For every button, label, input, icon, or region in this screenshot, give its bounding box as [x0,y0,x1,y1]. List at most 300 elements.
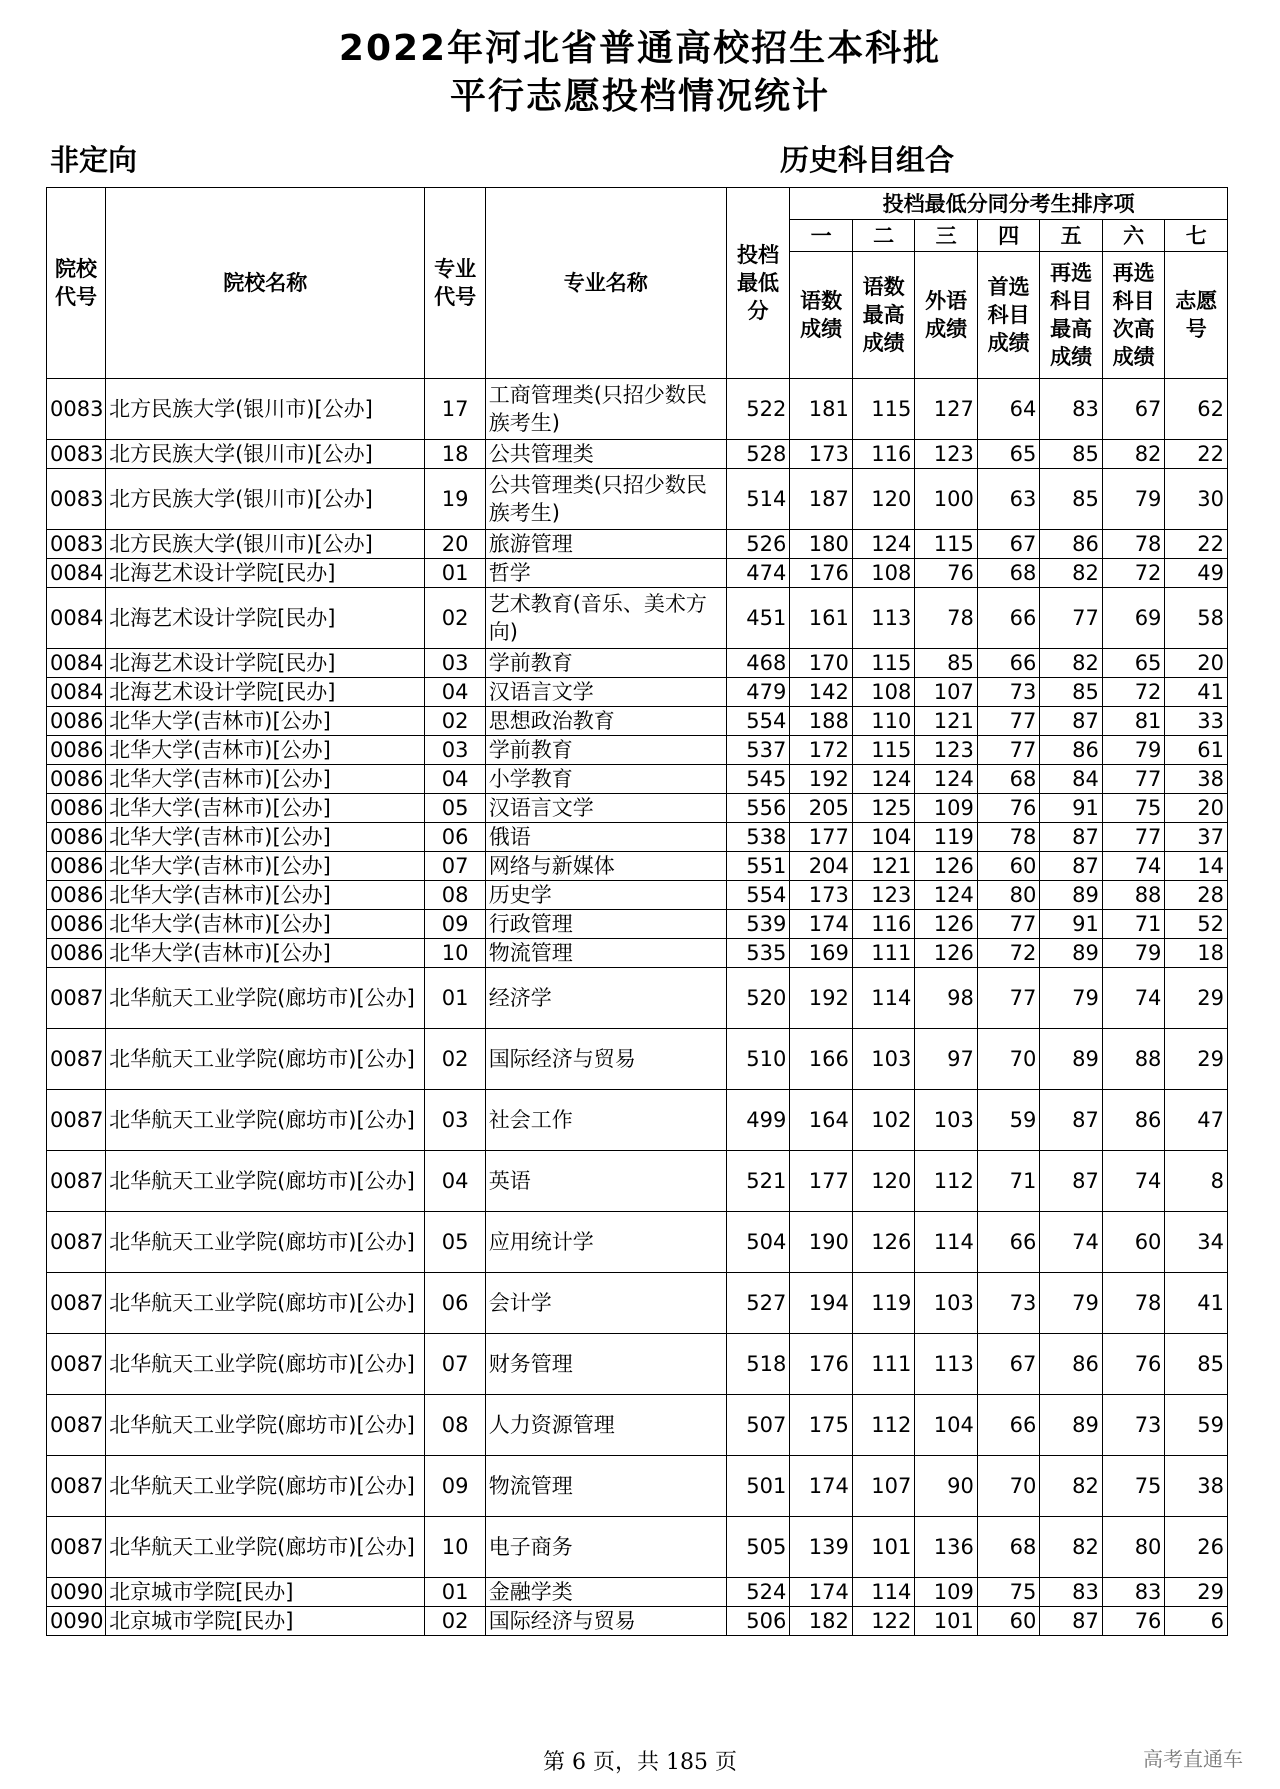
cell-min-score: 554 [726,881,790,910]
header-school-code: 院校代号 [47,188,106,379]
cell-item-1: 188 [790,707,853,736]
table-row [47,736,1228,765]
table-row [47,588,1228,649]
table-row [47,469,1228,530]
table-row [47,379,1228,440]
cell-item-6: 78 [1102,1273,1165,1334]
cell-major-name: 公共管理类(只招少数民族考生) [485,469,726,530]
header-order-3: 三 [915,220,978,252]
table-row [47,1029,1228,1090]
cell-item-3: 119 [915,823,978,852]
cell-item-2: 101 [852,1517,915,1578]
cell-item-1: 170 [790,649,853,678]
cell-major-code: 18 [425,440,485,469]
cell-item-6: 88 [1102,1029,1165,1090]
header-order-7: 七 [1165,220,1228,252]
cell-item-3: 97 [915,1029,978,1090]
cell-item-1: 174 [790,1456,853,1517]
cell-item-2: 123 [852,881,915,910]
cell-item-7: 34 [1165,1212,1228,1273]
cell-item-5: 86 [1040,1334,1103,1395]
page-title-line1: 2022年河北省普通高校招生本科批 [338,28,942,69]
cell-item-6: 73 [1102,1395,1165,1456]
cell-item-3: 104 [915,1395,978,1456]
cell-item-7: 58 [1165,588,1228,649]
cell-item-7: 33 [1165,707,1228,736]
table-row [47,881,1228,910]
cell-major-name: 物流管理 [485,1456,726,1517]
cell-major-name: 国际经济与贸易 [485,1029,726,1090]
cell-school-name: 北方民族大学(银川市)[公办] [106,530,425,559]
cell-school-name: 北方民族大学(银川市)[公办] [106,440,425,469]
table-row [47,823,1228,852]
cell-item-4: 78 [977,823,1040,852]
cell-item-7: 14 [1165,852,1228,881]
cell-item-2: 111 [852,1334,915,1395]
table-row [47,678,1228,707]
cell-item-1: 177 [790,823,853,852]
cell-item-2: 108 [852,559,915,588]
cell-major-code: 05 [425,794,485,823]
cell-school-code: 0084 [47,559,106,588]
cell-school-code: 0084 [47,588,106,649]
cell-item-3: 100 [915,469,978,530]
cell-item-2: 111 [852,939,915,968]
cell-school-name: 北华航天工业学院(廊坊市)[公办] [106,1273,425,1334]
cell-item-7: 29 [1165,1029,1228,1090]
cell-school-code: 0083 [47,379,106,440]
cell-min-score: 505 [726,1517,790,1578]
cell-item-5: 87 [1040,1090,1103,1151]
cell-item-6: 88 [1102,881,1165,910]
cell-item-4: 70 [977,1456,1040,1517]
cell-school-code: 0087 [47,1456,106,1517]
cell-school-code: 0083 [47,530,106,559]
cell-item-6: 83 [1102,1578,1165,1607]
cell-school-code: 0087 [47,1151,106,1212]
cell-item-3: 126 [915,852,978,881]
cell-school-code: 0086 [47,910,106,939]
table-row [47,968,1228,1029]
cell-item-5: 86 [1040,530,1103,559]
cell-item-2: 113 [852,588,915,649]
cell-school-name: 北华航天工业学院(廊坊市)[公办] [106,1090,425,1151]
cell-item-4: 63 [977,469,1040,530]
cell-major-code: 09 [425,1456,485,1517]
cell-item-6: 71 [1102,910,1165,939]
cell-item-1: 174 [790,1578,853,1607]
cell-major-name: 汉语言文学 [485,678,726,707]
table-row [47,1456,1228,1517]
cell-school-name: 北华航天工业学院(廊坊市)[公办] [106,1212,425,1273]
cell-item-5: 85 [1040,678,1103,707]
watermark: 高考直通车 [1143,1747,1243,1771]
cell-major-name: 思想政治教育 [485,707,726,736]
cell-major-name: 旅游管理 [485,530,726,559]
cell-item-3: 90 [915,1456,978,1517]
cell-school-name: 北华航天工业学院(廊坊市)[公办] [106,1517,425,1578]
cell-item-1: 187 [790,469,853,530]
cell-item-5: 79 [1040,968,1103,1029]
cell-major-name: 人力资源管理 [485,1395,726,1456]
cell-item-5: 91 [1040,910,1103,939]
cell-major-name: 社会工作 [485,1090,726,1151]
cell-school-name: 北华大学(吉林市)[公办] [106,823,425,852]
cell-major-code: 04 [425,678,485,707]
cell-item-7: 85 [1165,1334,1228,1395]
cell-item-7: 26 [1165,1517,1228,1578]
cell-school-code: 0087 [47,1212,106,1273]
cell-item-3: 85 [915,649,978,678]
cell-item-2: 102 [852,1090,915,1151]
cell-item-4: 73 [977,1273,1040,1334]
cell-major-code: 20 [425,530,485,559]
cell-item-7: 6 [1165,1607,1228,1636]
cell-item-2: 104 [852,823,915,852]
cell-item-1: 204 [790,852,853,881]
cell-item-5: 77 [1040,588,1103,649]
cell-major-name: 国际经济与贸易 [485,1607,726,1636]
cell-item-2: 124 [852,765,915,794]
cell-school-name: 北华航天工业学院(廊坊市)[公办] [106,968,425,1029]
cell-item-2: 108 [852,678,915,707]
cell-item-5: 87 [1040,707,1103,736]
cell-item-7: 62 [1165,379,1228,440]
table-row [47,440,1228,469]
cell-item-7: 61 [1165,736,1228,765]
cell-item-6: 79 [1102,736,1165,765]
cell-item-4: 66 [977,1212,1040,1273]
cell-school-name: 北华大学(吉林市)[公办] [106,910,425,939]
cell-item-3: 123 [915,440,978,469]
cell-item-2: 119 [852,1273,915,1334]
cell-major-code: 09 [425,910,485,939]
header-min-score: 投档最低分 [726,188,790,379]
cell-min-score: 545 [726,765,790,794]
table-row [47,852,1228,881]
cell-item-6: 72 [1102,678,1165,707]
table-row [47,1578,1228,1607]
cell-item-7: 20 [1165,794,1228,823]
cell-item-4: 77 [977,968,1040,1029]
cell-item-2: 110 [852,707,915,736]
cell-major-code: 04 [425,1151,485,1212]
cell-item-2: 121 [852,852,915,881]
cell-item-6: 78 [1102,530,1165,559]
cell-major-code: 03 [425,649,485,678]
cell-item-2: 114 [852,968,915,1029]
cell-item-3: 98 [915,968,978,1029]
cell-item-5: 82 [1040,559,1103,588]
cell-item-5: 91 [1040,794,1103,823]
cell-major-code: 01 [425,968,485,1029]
cell-min-score: 504 [726,1212,790,1273]
table-row [47,1151,1228,1212]
cell-item-4: 80 [977,881,1040,910]
cell-item-2: 115 [852,736,915,765]
cell-min-score: 527 [726,1273,790,1334]
table-row [47,530,1228,559]
cell-item-4: 73 [977,678,1040,707]
cell-item-5: 89 [1040,1029,1103,1090]
cell-item-3: 112 [915,1151,978,1212]
header-item-3: 外语成绩 [915,252,978,379]
cell-min-score: 556 [726,794,790,823]
cell-school-code: 0086 [47,881,106,910]
cell-item-7: 49 [1165,559,1228,588]
cell-item-7: 37 [1165,823,1228,852]
cell-min-score: 554 [726,707,790,736]
cell-min-score: 479 [726,678,790,707]
cell-item-1: 172 [790,736,853,765]
cell-min-score: 474 [726,559,790,588]
cell-item-6: 74 [1102,1151,1165,1212]
cell-school-code: 0086 [47,736,106,765]
cell-item-1: 181 [790,379,853,440]
cell-item-3: 121 [915,707,978,736]
cell-item-4: 77 [977,707,1040,736]
cell-item-5: 85 [1040,469,1103,530]
cell-item-6: 74 [1102,968,1165,1029]
header-item-6: 再选科目次高成绩 [1102,252,1165,379]
cell-item-3: 101 [915,1607,978,1636]
cell-item-7: 29 [1165,968,1228,1029]
cell-item-2: 116 [852,440,915,469]
cell-item-1: 164 [790,1090,853,1151]
cell-min-score: 537 [726,736,790,765]
header-item-5: 再选科目最高成绩 [1040,252,1103,379]
cell-item-2: 112 [852,1395,915,1456]
cell-major-code: 17 [425,379,485,440]
cell-school-name: 北华大学(吉林市)[公办] [106,852,425,881]
cell-school-name: 北华航天工业学院(廊坊市)[公办] [106,1334,425,1395]
table-row [47,1517,1228,1578]
cell-item-6: 75 [1102,794,1165,823]
cell-item-4: 59 [977,1090,1040,1151]
cell-item-7: 8 [1165,1151,1228,1212]
cell-min-score: 510 [726,1029,790,1090]
header-school-name: 院校名称 [106,188,425,379]
cell-item-7: 20 [1165,649,1228,678]
cell-item-1: 194 [790,1273,853,1334]
cell-major-name: 物流管理 [485,939,726,968]
cell-major-code: 10 [425,939,485,968]
cell-school-name: 北华航天工业学院(廊坊市)[公办] [106,1029,425,1090]
cell-item-1: 142 [790,678,853,707]
cell-school-code: 0087 [47,1395,106,1456]
cell-item-4: 60 [977,852,1040,881]
cell-item-6: 77 [1102,765,1165,794]
cell-school-name: 北华大学(吉林市)[公办] [106,736,425,765]
table-row [47,649,1228,678]
cell-major-code: 02 [425,1607,485,1636]
cell-item-3: 115 [915,530,978,559]
cell-major-name: 行政管理 [485,910,726,939]
cell-item-4: 64 [977,379,1040,440]
cell-item-3: 123 [915,736,978,765]
table-row [47,1395,1228,1456]
cell-school-code: 0086 [47,852,106,881]
cell-major-name: 应用统计学 [485,1212,726,1273]
cell-major-name: 学前教育 [485,649,726,678]
cell-school-name: 北华航天工业学院(廊坊市)[公办] [106,1151,425,1212]
cell-item-6: 79 [1102,469,1165,530]
cell-item-4: 66 [977,1395,1040,1456]
cell-item-5: 79 [1040,1273,1103,1334]
cell-item-6: 82 [1102,440,1165,469]
cell-item-7: 38 [1165,765,1228,794]
cell-school-name: 北华航天工业学院(廊坊市)[公办] [106,1395,425,1456]
header-item-4: 首选科目成绩 [977,252,1040,379]
cell-school-name: 北海艺术设计学院[民办] [106,588,425,649]
cell-item-4: 77 [977,736,1040,765]
cell-item-7: 22 [1165,530,1228,559]
cell-item-6: 80 [1102,1517,1165,1578]
table-row [47,1607,1228,1636]
cell-item-1: 161 [790,588,853,649]
cell-school-name: 北海艺术设计学院[民办] [106,678,425,707]
header-order-5: 五 [1040,220,1103,252]
cell-item-1: 182 [790,1607,853,1636]
cell-item-1: 173 [790,881,853,910]
cell-school-code: 0087 [47,1029,106,1090]
cell-item-6: 76 [1102,1607,1165,1636]
cell-item-4: 68 [977,559,1040,588]
cell-item-7: 30 [1165,469,1228,530]
cell-school-name: 北华大学(吉林市)[公办] [106,765,425,794]
cell-school-code: 0087 [47,968,106,1029]
cell-item-1: 176 [790,559,853,588]
cell-min-score: 535 [726,939,790,968]
cell-school-code: 0084 [47,649,106,678]
cell-item-7: 47 [1165,1090,1228,1151]
cell-major-code: 05 [425,1212,485,1273]
cell-school-code: 0090 [47,1607,106,1636]
cell-item-2: 124 [852,530,915,559]
cell-item-3: 136 [915,1517,978,1578]
header-major-name: 专业名称 [485,188,726,379]
table-row [47,794,1228,823]
cell-school-name: 北京城市学院[民办] [106,1607,425,1636]
cell-item-7: 22 [1165,440,1228,469]
cell-item-4: 68 [977,765,1040,794]
cell-school-code: 0086 [47,765,106,794]
cell-item-5: 82 [1040,649,1103,678]
cell-item-1: 139 [790,1517,853,1578]
header-tiebreak-group: 投档最低分同分考生排序项 [790,188,1228,220]
cell-school-name: 北华大学(吉林市)[公办] [106,881,425,910]
cell-major-code: 07 [425,852,485,881]
cell-item-1: 176 [790,1334,853,1395]
cell-item-6: 72 [1102,559,1165,588]
cell-min-score: 522 [726,379,790,440]
cell-min-score: 514 [726,469,790,530]
cell-min-score: 524 [726,1578,790,1607]
cell-major-code: 06 [425,823,485,852]
cell-item-1: 173 [790,440,853,469]
cell-item-2: 115 [852,649,915,678]
cell-school-name: 北华大学(吉林市)[公办] [106,939,425,968]
cell-item-4: 76 [977,794,1040,823]
header-major-code: 专业代号 [425,188,485,379]
table-row [47,559,1228,588]
cell-item-1: 177 [790,1151,853,1212]
cell-school-code: 0086 [47,707,106,736]
cell-major-code: 03 [425,736,485,765]
cell-item-1: 166 [790,1029,853,1090]
cell-item-7: 41 [1165,1273,1228,1334]
cell-min-score: 551 [726,852,790,881]
cell-item-5: 74 [1040,1212,1103,1273]
header-item-2: 语数最高成绩 [852,252,915,379]
table-row [47,765,1228,794]
cell-item-7: 59 [1165,1395,1228,1456]
cell-item-3: 76 [915,559,978,588]
cell-min-score: 451 [726,588,790,649]
cell-item-3: 126 [915,939,978,968]
cell-min-score: 526 [726,530,790,559]
header-item-1: 语数成绩 [790,252,853,379]
cell-school-code: 0083 [47,469,106,530]
cell-item-6: 74 [1102,852,1165,881]
cell-major-code: 08 [425,881,485,910]
cell-item-6: 81 [1102,707,1165,736]
cell-major-name: 艺术教育(音乐、美术方向) [485,588,726,649]
cell-major-name: 英语 [485,1151,726,1212]
cell-item-1: 169 [790,939,853,968]
cell-school-code: 0086 [47,823,106,852]
cell-major-name: 金融学类 [485,1578,726,1607]
cell-item-6: 65 [1102,649,1165,678]
header-order-4: 四 [977,220,1040,252]
cell-item-6: 67 [1102,379,1165,440]
cell-item-2: 103 [852,1029,915,1090]
cell-major-name: 学前教育 [485,736,726,765]
cell-major-name: 网络与新媒体 [485,852,726,881]
cell-major-code: 06 [425,1273,485,1334]
cell-item-5: 84 [1040,765,1103,794]
cell-major-name: 历史学 [485,881,726,910]
cell-major-code: 10 [425,1517,485,1578]
cell-school-name: 北华大学(吉林市)[公办] [106,707,425,736]
cell-major-name: 会计学 [485,1273,726,1334]
cell-item-2: 120 [852,1151,915,1212]
cell-min-score: 518 [726,1334,790,1395]
cell-item-7: 41 [1165,678,1228,707]
cell-item-5: 85 [1040,440,1103,469]
cell-school-code: 0083 [47,440,106,469]
cell-major-code: 02 [425,1029,485,1090]
cell-school-code: 0087 [47,1090,106,1151]
cell-item-3: 78 [915,588,978,649]
cell-item-5: 89 [1040,881,1103,910]
cell-item-4: 67 [977,1334,1040,1395]
cell-school-name: 北海艺术设计学院[民办] [106,649,425,678]
cell-item-6: 79 [1102,939,1165,968]
table-row [47,1273,1228,1334]
table-row [47,939,1228,968]
cell-item-5: 83 [1040,379,1103,440]
cell-item-3: 114 [915,1212,978,1273]
cell-min-score: 521 [726,1151,790,1212]
cell-item-3: 127 [915,379,978,440]
cell-item-1: 192 [790,968,853,1029]
table-body [47,379,1228,1636]
cell-major-code: 01 [425,559,485,588]
subject-combination-label: 历史科目组合 [780,143,955,177]
cell-item-4: 70 [977,1029,1040,1090]
cell-major-name: 汉语言文学 [485,794,726,823]
